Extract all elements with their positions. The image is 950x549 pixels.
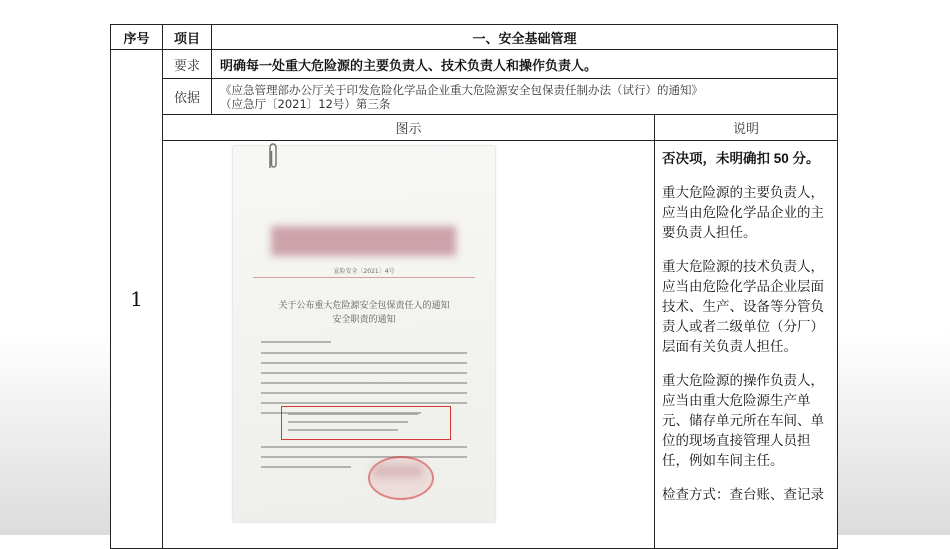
requirement-text: 明确每一处重大危险源的主要负责人、技术负责人和操作负责人。: [211, 49, 838, 79]
note-technical-responsible: 重大危险源的技术负责人，应当由危险化学品企业层面技术、生产、设备等分管负责人或者二级单位（分厂）层面有关负责人担任。: [662, 259, 824, 354]
official-seal: [368, 456, 434, 500]
row-number: 1: [110, 49, 163, 549]
requirement-label: 要求: [162, 49, 212, 79]
note-operation-responsible: 重大危险源的操作负责人，应当由重大危险源生产单元、储存单元所在车间、单位的现场直接管理人员担任，例如车间主任。: [662, 373, 824, 468]
header-col-item: 项目: [162, 24, 212, 50]
letterhead-blurred: [271, 226, 456, 256]
basis-line-2: （应急厅〔2021〕12号）第三条: [220, 96, 391, 111]
basis-label: 依据: [162, 78, 212, 115]
basis-line-1: 《应急管理部办公厅关于印发危险化学品企业重大危险源安全包保责任制办法（试行）的通知》: [220, 82, 703, 97]
header-col-number: 序号: [110, 24, 163, 50]
doc-title-line-1: 关于公布重大危险源安全包保责任人的通知: [278, 301, 450, 311]
doc-title-line-2: 安全职责的通知: [332, 315, 396, 325]
figure-header: 图示: [162, 114, 655, 141]
paper-clip-icon: [265, 142, 281, 172]
responsible-persons-highlight: [281, 406, 451, 440]
scanned-document-image: [233, 146, 495, 522]
note-check-method: 检查方式：查台账、查记录: [662, 487, 824, 502]
note-veto: 否决项，未明确扣 50 分。: [662, 151, 820, 166]
section-title: 一、安全基础管理: [211, 24, 838, 50]
basis-text: [211, 78, 838, 115]
note-main-responsible: 重大危险源的主要负责人，应当由危险化学品企业的主要负责人担任。: [662, 185, 824, 240]
note-header: 说明: [654, 114, 838, 141]
note-cell: [654, 140, 838, 549]
doc-number: 宣险安全〔2021〕4号: [333, 268, 395, 275]
